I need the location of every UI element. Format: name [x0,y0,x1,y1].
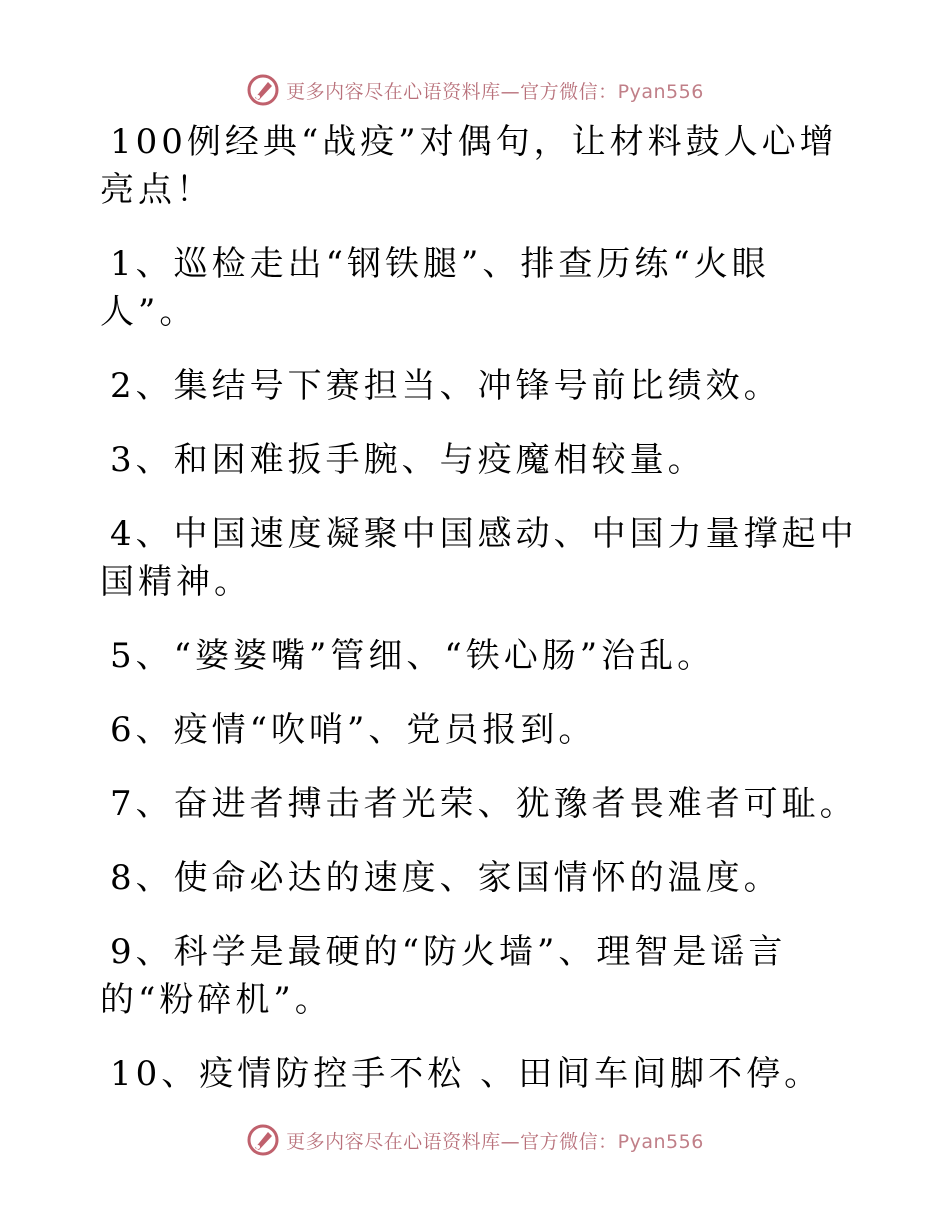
document-title: 100例经典“战疫”对偶句，让材料鼓人心增亮点！ [100,122,838,210]
list-item: 9、科学是最硬的“防火墙”、理智是谣言的“粉碎机”。 [100,932,787,1020]
list-item: 10、疫情防控手不松 、田间车间脚不停。 [110,1054,823,1094]
list-item: 3、和困难扳手腕、与疫魔相较量。 [110,440,706,480]
header-watermark-label: 更多内容尽在心语资料库—官方微信： [286,80,618,103]
footer-watermark-text [286,1127,704,1154]
list-item: 2、集结号下赛担当、冲锋号前比绩效。 [110,366,782,406]
footer-watermark-label: 更多内容尽在心语资料库—官方微信： [286,1130,618,1153]
list-item: 7、奋进者搏击者光荣、犹豫者畏难者可耻。 [110,784,858,824]
footer-watermark-banner [0,1120,950,1160]
footer-wechat-id: Pyan556 [617,1130,704,1153]
list-item: 5、“婆婆嘴”管细、“铁心肠”治乱。 [110,636,716,676]
header-watermark-banner [0,70,950,110]
document-body [100,118,860,1124]
list-item: 6、疫情“吹哨”、党员报到。 [110,710,597,750]
list-item: 8、使命必达的速度、家国情怀的温度。 [110,858,782,898]
pen-nib-logo-icon [246,1123,280,1157]
header-wechat-id: Pyan556 [617,80,704,103]
header-watermark-text [286,77,704,104]
list-item: 1、巡检走出“钢铁腿”、排查历练“火眼人”。 [100,244,770,332]
list-item: 4、中国速度凝聚中国感动、中国力量撑起中国精神。 [100,514,858,602]
pen-nib-logo-icon [246,73,280,107]
